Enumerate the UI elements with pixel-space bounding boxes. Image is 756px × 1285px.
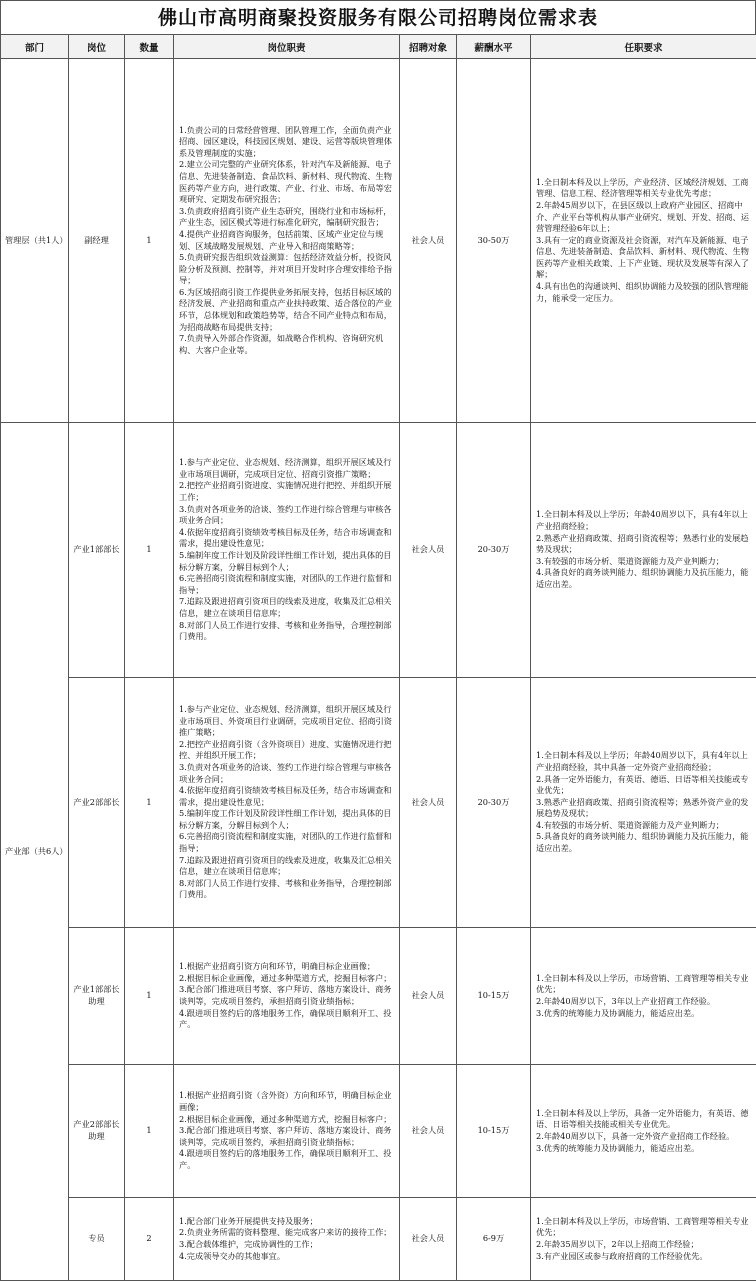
salary-cell: 6-9万 xyxy=(457,1198,531,1281)
table-row xyxy=(1,1065,756,1198)
duty-line: 2.根据目标企业画像，通过多种渠道方式，挖掘目标客户； xyxy=(179,972,392,983)
duties-cell xyxy=(174,678,400,928)
requirements-cell xyxy=(531,928,756,1065)
duty-line: 6.为区域招商引资工作提供业务拓展支持，包括目标区域的经济发展、产业招商和重点产业扶持政策、适合落位的产业环节，总体规划和政策趋势等，结合不同产业特点和布局，为招商战略布局提供支持； xyxy=(179,286,392,332)
requirement-line: 2.年龄40周岁以下，3年以上产业招商工作经验。 xyxy=(536,996,716,1006)
duty-line: 4.完成领导交办的其他事宜。 xyxy=(179,1250,286,1261)
requirements-cell xyxy=(531,59,756,423)
count-cell: 2 xyxy=(125,1198,174,1281)
duty-line: 3.配合部门推进项目考察、客户拜访、落地方案设计、商务谈判等，完成项目签约，承担招商引资业绩指标； xyxy=(179,1125,392,1147)
table-row xyxy=(1,678,756,928)
duties-cell xyxy=(174,1198,400,1281)
duty-line: 7.追踪及跟进招商引资项目的线索及进度，收集及汇总相关信息，建立在谈项目信息库； xyxy=(179,854,392,877)
salary-cell: 20-30万 xyxy=(457,423,531,678)
duty-line: 1.负责公司的日常经营管理、团队管理工作，全面负责产业招商、园区建设，科技园区规划、建设、运营等版块管理体系及管理制度的实施； xyxy=(179,124,392,158)
requirement-line: 1.全日制本科及以上学历，市场营销、工商管理等相关专业优先； xyxy=(536,1215,749,1238)
duty-line: 2.把控产业招商引资（含外资项目）进度、实施情况进行把控、并组织开展工作； xyxy=(179,738,392,761)
requirement-line: 2.年龄45周岁以下，在县区级以上政府产业园区、招商中介、产业平台等机构从事产业研究、规划、开发、招商、运营管理经验6年以上； xyxy=(536,199,749,234)
duty-line: 2.根据目标企业画像，通过多种渠道方式，挖掘目标客户； xyxy=(179,1113,392,1124)
duty-line: 1.根据产业招商引资方向和环节，明确目标企业画像； xyxy=(179,961,376,972)
duty-line: 7.追踪及跟进招商引资项目的线索及进度，收集及汇总相关信息，建立在谈项目信息库； xyxy=(179,596,392,618)
duty-line: 4.跟进项目签约后的落地服务工作，确保项目顺利开工、投产。 xyxy=(179,1007,392,1030)
requirement-line: 3.优秀的统筹能力及协调能力，能适应出差。 xyxy=(536,1142,700,1153)
salary-cell: 10-15万 xyxy=(457,928,531,1065)
requirement-line: 5.具备良好的商务谈判能力、组织协调能力及抗压能力，能适应出差。 xyxy=(536,831,749,854)
header-requirements: 任职要求 xyxy=(531,35,756,59)
duty-line: 8.对部门人员工作进行安排、考核和业务指导，合理控制部门费用。 xyxy=(179,877,392,900)
duty-line: 3.负责对各项业务的洽谈、签约工作进行综合管理与审核各项业务合同； xyxy=(179,503,392,526)
table-row xyxy=(1,423,756,678)
duty-line: 2.建立公司完整的产业研究体系，针对汽车及新能源、电子信息、先进装备制造、食品饮料、新材料、现代物流、生物医药等产业方向，进行政策、产业、行业、市场、布局等宏观研究、定期发布研究报告； xyxy=(179,159,392,205)
duty-line: 6.完善招商引资流程和制度实施，对团队的工作进行监督和指导； xyxy=(179,573,392,595)
duties-cell xyxy=(174,423,400,678)
requirement-line: 1.全日制本科及以上学历，产业经济、区域经济规划、工商管理、信息工程、经济管理等相关专业优先考虑； xyxy=(536,176,749,199)
header-dept: 部门 xyxy=(1,35,69,59)
requirement-line: 3.具有一定的商业资源及社会资源，对汽车及新能源、电子信息、先进装备制造、食品饮料、新材料、现代物流、生物医药等产业相关政策、上下产业链、现状及发展等有深入了解； xyxy=(536,234,749,280)
count-cell: 1 xyxy=(125,59,174,423)
target-cell: 社会人员 xyxy=(400,423,457,678)
requirement-line: 2.具备一定外语能力，有英语、德语、日语等相关技能或专业优先； xyxy=(536,773,749,796)
position-cell: 产业1部部长助理 xyxy=(69,928,125,1065)
page-title: 佛山市高明商聚投资服务有限公司招聘岗位需求表 xyxy=(0,0,756,34)
header-count: 数量 xyxy=(125,35,174,59)
position-cell: 产业2部部长 xyxy=(69,678,125,928)
duty-line: 4.提供产业招商咨询服务，包括前策、区域产业定位与规划、区域战略发展规划、产业导入和招商策略等； xyxy=(179,228,384,251)
duty-line: 1.参与产业定位、业态规划、经济测算，组织开展区域及行业市场项目、外资项目行业调研，完成项目定位、招商引资推广策略； xyxy=(179,703,392,738)
header-position: 岗位 xyxy=(69,35,125,59)
requirement-line: 4.具有出色的沟通谈判、组织协调能力及较强的团队管理能力，能承受一定压力。 xyxy=(536,281,749,303)
duty-line: 4.依据年度招商引资绩效考核目标及任务，结合市场调查和需求，提出建设性意见； xyxy=(179,785,392,807)
salary-cell: 20-30万 xyxy=(457,678,531,928)
position-cell: 副经理 xyxy=(69,59,125,423)
requirement-line: 3.有产业园区或参与政府招商的工作经验优先。 xyxy=(536,1250,708,1261)
requirement-line: 4.具备良好的商务谈判能力、组织协调能力及抗压能力，能适应出差。 xyxy=(536,567,749,589)
duties-cell xyxy=(174,1065,400,1198)
requirements-cell xyxy=(531,1198,756,1281)
count-cell: 1 xyxy=(125,678,174,928)
dept-cell: 产业部（共6人） xyxy=(1,423,69,1281)
table-header-row xyxy=(1,35,756,59)
duty-line: 6.完善招商引资流程和制度实施，对团队的工作进行监督和指导； xyxy=(179,831,392,854)
duty-line: 5.负责研究报告组织效益测算：包括经济效益分析，投资风险分析及预测、控制等，并对项目开发时序合理安排给予指导； xyxy=(179,252,392,286)
duty-line: 3.配合载体维护，完成协调性的工作； xyxy=(179,1239,318,1249)
duty-line: 8.对部门人员工作进行安排、考核和业务指导，合理控制部门费用。 xyxy=(179,619,392,642)
header-salary: 薪酬水平 xyxy=(457,35,531,59)
requirements-cell xyxy=(531,423,756,678)
requirement-line: 1.全日制本科及以上学历；年龄40周岁以下，具有4年以上产业招商经验，其中具备一定外资产业招商经验； xyxy=(536,750,748,772)
requirement-line: 2.熟悉产业招商政策、招商引资流程等；熟悉行业的发展趋势及现状； xyxy=(536,532,749,555)
salary-cell: 30-50万 xyxy=(457,59,531,423)
target-cell: 社会人员 xyxy=(400,928,457,1065)
target-cell: 社会人员 xyxy=(400,1198,457,1281)
target-cell: 社会人员 xyxy=(400,1065,457,1198)
requirement-line: 3.熟悉产业招商政策、招商引资流程等；熟悉外资产业的发展趋势及现状； xyxy=(536,796,749,819)
duty-line: 2.负责业务所需的资料整理、能完成客户来访的接待工作； xyxy=(179,1227,392,1238)
target-cell: 社会人员 xyxy=(400,678,457,928)
duty-line: 4.依据年度招商引资绩效考核目标及任务，结合市场调查和需求，提出建设性意见； xyxy=(179,526,392,549)
requirements-cell xyxy=(531,678,756,928)
duty-line: 5.编制年度工作计划及阶段详性细工作计划，提出具体的目标分解方案，分解目标到个人； xyxy=(179,808,392,830)
requirement-line: 4.有较强的市场分析、渠道资源能力及产业判断力； xyxy=(536,819,724,830)
duty-line: 3.配合部门推进项目考察、客户拜访、落地方案设计、商务谈判等，完成项目签约，承担招商引资业绩指标； xyxy=(179,984,392,1006)
duty-line: 3.负责对各项业务的洽谈、签约工作进行综合管理与审核各项业务合同； xyxy=(179,761,392,784)
table-row xyxy=(1,59,756,423)
count-cell: 1 xyxy=(125,928,174,1065)
dept-cell: 管理层（共1人） xyxy=(1,59,69,423)
duty-line: 1.根据产业招商引资（含外资）方向和环节，明确目标企业画像； xyxy=(179,1090,392,1113)
requirement-line: 1.全日制本科及以上学历，具备一定外语能力，有英语、德语、日语等相关技能或相关专业优先。 xyxy=(536,1107,749,1130)
header-target: 招聘对象 xyxy=(400,35,457,59)
recruitment-table xyxy=(0,34,756,1281)
duty-line: 4.跟进项目签约后的落地服务工作，确保项目顺利开工、投产。 xyxy=(179,1148,392,1170)
header-duties: 岗位职责 xyxy=(174,35,400,59)
duty-line: 5.编制年度工作计划及阶段详性细工作计划，提出具体的目标分解方案，分解目标到个人； xyxy=(179,550,392,572)
position-cell: 专员 xyxy=(69,1198,125,1281)
target-cell: 社会人员 xyxy=(400,59,457,423)
duty-line: 1.参与产业定位、业态规划、经济测算，组织开展区域及行业市场项目调研，完成项目定位、招商引资推广策略； xyxy=(179,457,392,479)
requirement-line: 2.年龄35周岁以下，2年以上招商工作经验； xyxy=(536,1239,699,1249)
duty-line: 7.负责导入外部合作资源，如战略合作机构、咨询研究机构、大客户企业等。 xyxy=(179,333,384,355)
requirement-line: 1.全日制本科及以上学历；年龄40周岁以下，具有4年以上产业招商经验； xyxy=(536,509,748,532)
requirements-cell xyxy=(531,1065,756,1198)
requirement-line: 3.优秀的统筹能力及协调能力，能适应出差。 xyxy=(536,1007,700,1018)
position-cell: 产业1部部长 xyxy=(69,423,125,678)
count-cell: 1 xyxy=(125,1065,174,1198)
table-row xyxy=(1,1198,756,1281)
table-row xyxy=(1,928,756,1065)
salary-cell: 10-15万 xyxy=(457,1065,531,1198)
requirement-line: 1.全日制本科及以上学历，市场营销、工商管理等相关专业优先； xyxy=(536,972,749,995)
count-cell: 1 xyxy=(125,423,174,678)
duty-line: 3.负责政府招商引资产业生态研究，围绕行业和市场标杆，产业生态，园区模式等进行标准化研究，编制研究报告； xyxy=(179,205,392,228)
requirement-line: 3.有较强的市场分析、渠道资源能力及产业判断力； xyxy=(536,555,724,566)
requirement-line: 2.年龄40周岁以下，具备一定外资产业招商工作经验。 xyxy=(536,1131,735,1141)
position-cell: 产业2部部长助理 xyxy=(69,1065,125,1198)
duties-cell xyxy=(174,928,400,1065)
duty-line: 1.配合部门业务开展提供支持及服务； xyxy=(179,1215,318,1226)
duty-line: 2.把控产业招商引资进度、实施情况进行把控、并组织开展工作； xyxy=(179,480,392,503)
duties-cell xyxy=(174,59,400,423)
